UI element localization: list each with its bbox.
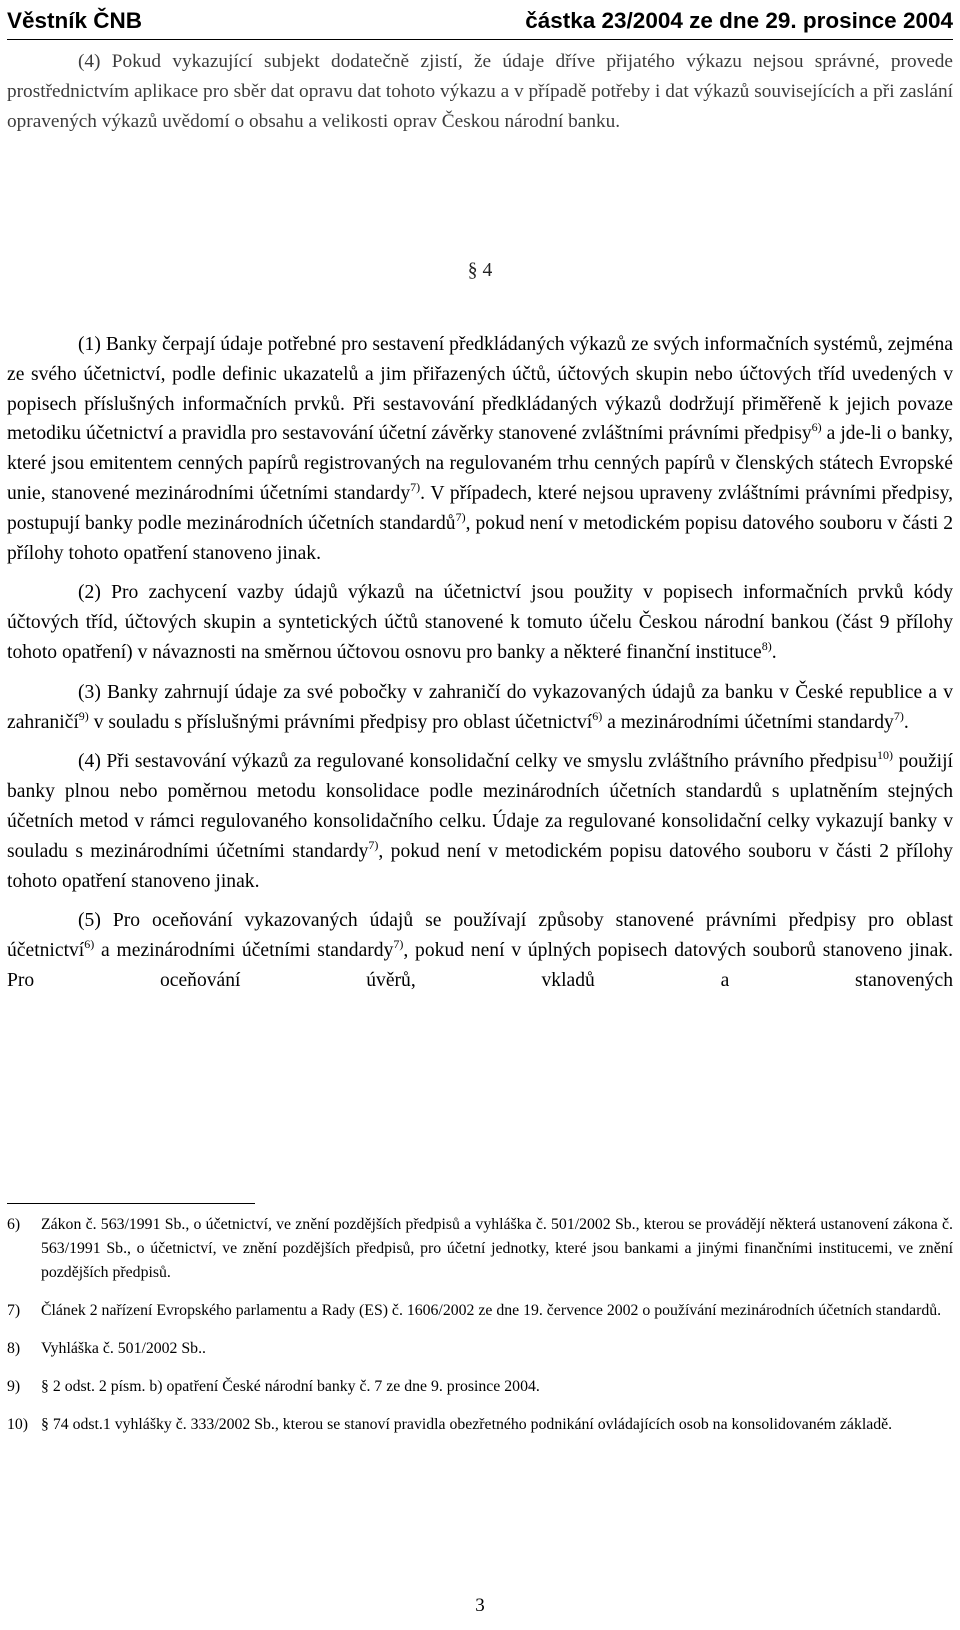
footnote-text: § 2 odst. 2 písm. b) opatření České národní banky č. 7 ze dne 9. prosince 2004. [41, 1378, 540, 1395]
footnote-ref: 7) [893, 708, 904, 723]
footnotes [7, 1213, 953, 1451]
issue-date: částka 23/2004 ze dne 29. prosince 2004 [525, 8, 953, 33]
footnote-10 [7, 1413, 953, 1437]
footnote-ref: 6) [811, 420, 822, 435]
footnote-ref: 7) [410, 479, 421, 494]
footnote-ref: 8) [761, 638, 772, 653]
footnote-ref: 7) [393, 937, 404, 952]
intro-paragraph-block [7, 47, 953, 136]
footnote-9 [7, 1375, 953, 1399]
footnote-ref: 6) [84, 937, 95, 952]
footnote-number: 6) [7, 1216, 21, 1233]
header-rule [7, 39, 953, 40]
main-paragraphs [7, 330, 953, 996]
footnote-6 [7, 1213, 953, 1285]
section-heading: § 4 [467, 260, 493, 281]
page-header [7, 3, 953, 39]
footnote-7 [7, 1299, 953, 1323]
paragraph-3: (3) Banky zahrnují údaje za své pobočky v zahraničí do vykazovaných údajů za banku v České republice a v zahraničí$^{9)}$ v souladu s příslušnými právními předpisy pro oblast účetnictví$^{6)}$ a mezinárodními účetními standardy$^{7)}$. [7, 681, 953, 733]
footnote-ref: 7) [455, 509, 466, 524]
footnote-text: Vyhláška č. 501/2002 Sb.. [41, 1340, 206, 1357]
paragraph-1: (1) Banky čerpají údaje potřebné pro sestavení předkládaných výkazů ze svých informačních systémů, zejména ze svého účetnictví, podle definic ukazatelů a jim přiřazených účtů, účtových skupin nebo účtových tříd uvedených v popisech příslušných informačních prvků. Při sestavování předkládaných výkazů dodržují přiměřeně k jejich povaze metodiku účetnictví a pravidla pro sestavování účetní závěrky stanovené zvláštními právními předpisy$^{6)}$ a jde-li o banky, které jsou emitentem cenných papírů registrovaných na regulovaném trhu cenných papírů v členských státech Evropské unie, stanovené mezinárodními účetními standardy$^{7)}$. V případech, které nejsou upraveny zvláštními právními předpisy, postupují banky podle mezinárodních účetních standardů$^{7)}$, pokud není v metodickém popisu datového souboru v části 2 přílohy tohoto opatření stanoveno jinak. [7, 334, 953, 564]
footnote-ref: 9) [78, 708, 89, 723]
paragraph-4: (4) Při sestavování výkazů za regulované konsolidační celky ve smyslu zvláštního právního předpisu$^{10)}$ použijí banky plnou nebo poměrnou metodu konsolidace podle mezinárodních účetních standardů s uplatněním stejných účetních metod v rámci regulovaného konsolidačního celku. Údaje za regulované konsolidační celky vykazují banky v souladu s mezinárodními účetními standardy$^{7)}$, pokud není v metodickém popisu datového souboru v části 2 přílohy tohoto opatření stanoveno jinak. [7, 748, 953, 892]
journal-title: Věstník ČNB [7, 8, 143, 33]
footnote-number: 9) [7, 1378, 21, 1395]
page-number: 3 [475, 1595, 485, 1616]
footnote-number: 10) [7, 1416, 29, 1433]
footnote-8 [7, 1337, 953, 1361]
footnote-separator [7, 1203, 255, 1204]
paragraph-5: (5) Pro oceňování vykazovaných údajů se používají způsoby stanovené právními předpisy pro oblast účetnictví$^{6)}$ a mezinárodními účetními standardy$^{7)}$, pokud není v úplných popisech datových souborů stanoveno jinak. Pro oceňování úvěrů, vkladů a stanovených [7, 910, 953, 991]
footnote-text: Zákon č. 563/1991 Sb., o účetnictví, ve znění pozdějších předpisů a vyhláška č. 501/2002 Sb., kterou se provádějí některá ustanovení zákona č. 563/1991 Sb., o účetnictví, ve znění pozdějších předpisů, pro účetní jednotky, které jsou bankami a jinými finančními institucemi, ve znění pozdějších předpisů. [41, 1216, 953, 1281]
footnote-ref: 6) [592, 708, 603, 723]
footnote-ref: 10) [877, 748, 894, 763]
footnote-number: 7) [7, 1302, 21, 1319]
footnote-number: 8) [7, 1340, 21, 1357]
paragraph-intro: (4) Pokud vykazující subjekt dodatečně zjistí, že údaje dříve přijatého výkazu nejsou správné, provede prostřednictvím aplikace pro sběr dat opravu dat tohoto výkazu a v případě potřeby i dat výkazů souvisejících a při zaslání opravených výkazů uvědomí o obsahu a velikosti oprav Českou národní banku. [7, 51, 953, 132]
footnote-text: § 74 odst.1 vyhlášky č. 333/2002 Sb., kterou se stanoví pravidla obezřetného podnikání ovládajících osob na konsolidovaném základě. [41, 1416, 893, 1433]
footnote-ref: 7) [368, 837, 379, 852]
paragraph-2: (2) Pro zachycení vazby údajů výkazů na účetnictví jsou použity v popisech informačních prvků kódy účtových tříd, účtových skupin a syntetických účtů stanovené k tomuto účelu Českou národní bankou (část 9 přílohy tohoto opatření) v návaznosti na směrnou účtovou osnovu pro banky a některé finanční instituce$^{8)}$. [7, 582, 953, 663]
footnote-text: Článek 2 nařízení Evropského parlamentu a Rady (ES) č. 1606/2002 ze dne 19. července 2002 o používání mezinárodních účetních standardů. [41, 1302, 942, 1319]
